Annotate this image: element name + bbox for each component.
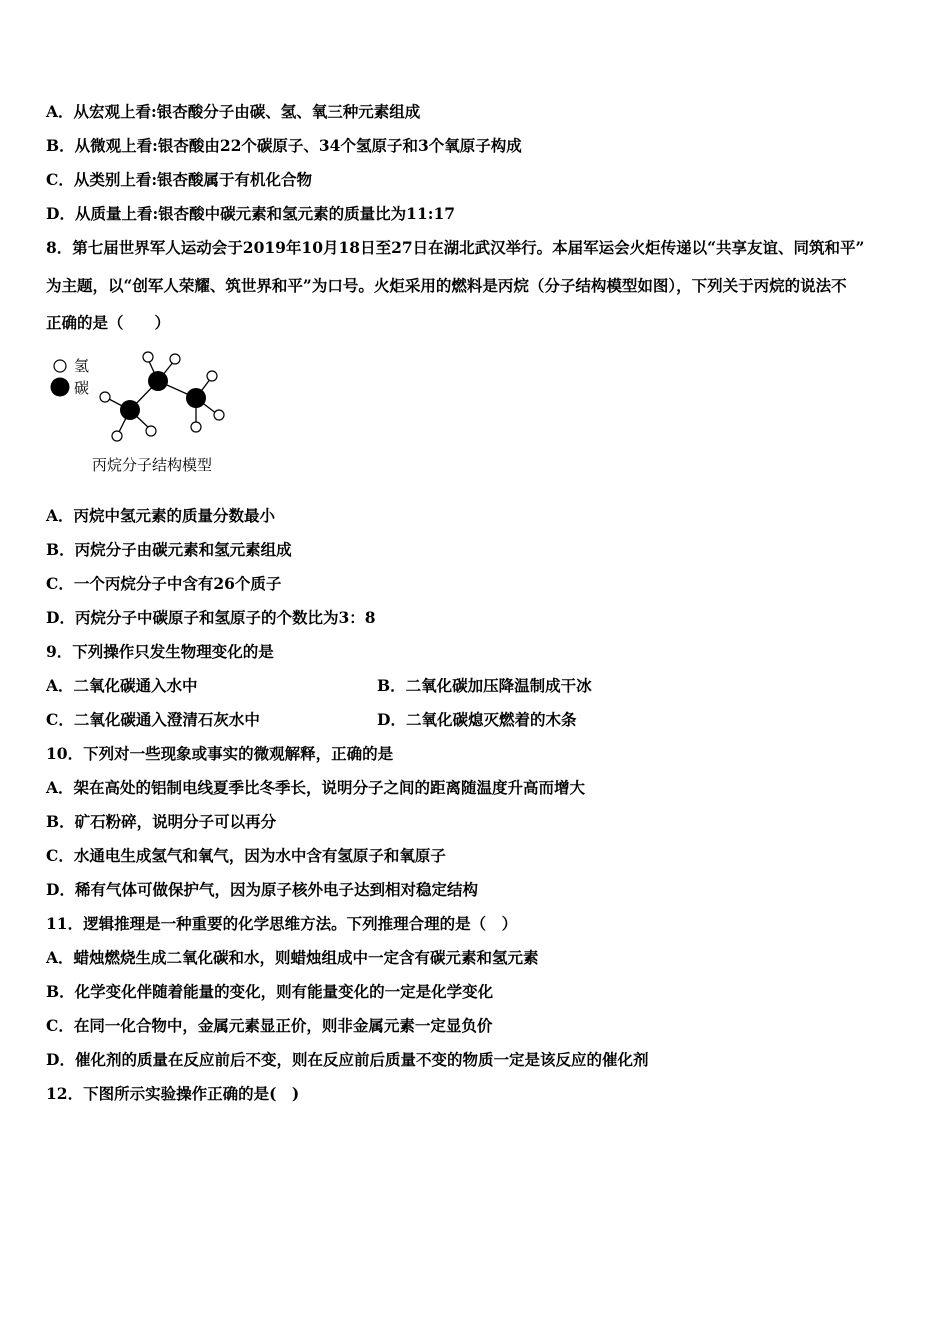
hydrogen-atom	[112, 431, 122, 441]
q9-option-c: C．二氧化碳通入澄清石灰水中	[46, 710, 260, 729]
q11-stem: 11．逻辑推理是一种重要的化学思维方法。下列推理合理的是（ ）	[46, 914, 518, 933]
hydrogen-atom	[100, 392, 110, 402]
propane-model-figure	[44, 346, 254, 481]
q11-option-c: C．在同一化合物中，金属元素显正价，则非金属元素一定显负价	[46, 1016, 493, 1035]
q8-option-a: A．丙烷中氢元素的质量分数最小	[46, 506, 276, 525]
q7-option-c: C．从类别上看:银杏酸属于有机化合物	[46, 170, 313, 189]
q11-option-b: B．化学变化伴随着能量的变化，则有能量变化的一定是化学变化	[46, 982, 494, 1001]
q11-option-d: D．催化剂的质量在反应前后不变，则在反应前后质量不变的物质一定是该反应的催化剂	[46, 1050, 649, 1069]
q10-option-d: D．稀有气体可做保护气，因为原子核外电子达到相对稳定结构	[46, 880, 478, 899]
q12-stem: 12．下图所示实验操作正确的是( )	[46, 1084, 300, 1103]
q9-option-a: A．二氧化碳通入水中	[46, 676, 198, 695]
hydrogen-atom	[207, 371, 217, 381]
q9-option-b: B．二氧化碳加压降温制成干冰	[377, 676, 592, 695]
q9-option-d: D．二氧化碳熄灭燃着的木条	[377, 710, 577, 729]
carbon-atom	[120, 400, 140, 420]
legend-hydrogen-marker	[54, 360, 66, 372]
hydrogen-atom	[146, 426, 156, 436]
q10-stem: 10．下列对一些现象或事实的微观解释，正确的是	[46, 744, 394, 763]
carbon-atom	[148, 371, 168, 391]
q7-option-b: B．从微观上看:银杏酸由22个碳原子、34个氢原子和3个氧原子构成	[46, 136, 522, 155]
q7-option-a: A．从宏观上看:银杏酸分子由碳、氢、氧三种元素组成	[46, 102, 421, 121]
q8-stem-line2: 为主题，以“创军人荣耀、筑世界和平”为口号。火炬采用的燃料是丙烷（分子结构模型如图），下列关于丙烷的说法不	[46, 276, 847, 295]
q8-option-d: D．丙烷分子中碳原子和氢原子的个数比为3：8	[46, 608, 376, 627]
q11-option-a: A．蜡烛燃烧生成二氧化碳和水，则蜡烛组成中一定含有碳元素和氢元素	[46, 948, 539, 967]
hydrogen-atom	[191, 422, 201, 432]
legend-carbon-marker	[51, 378, 70, 397]
q8-option-c: C．一个丙烷分子中含有26个质子	[46, 574, 282, 593]
q8-stem-line1: 8．第七届世界军人运动会于2019年10月18日至27日在湖北武汉举行。本届军运会火炬传递以“共享友谊、同筑和平”	[46, 238, 865, 257]
figure-caption: 丙烷分子结构模型	[92, 456, 213, 474]
q10-option-b: B．矿石粉碎，说明分子可以再分	[46, 812, 277, 831]
q10-option-c: C．水通电生成氢气和氧气，因为水中含有氢原子和氧原子	[46, 846, 446, 865]
hydrogen-atom	[143, 352, 153, 362]
carbon-atom	[186, 388, 206, 408]
q10-option-a: A．架在高处的铝制电线夏季比冬季长，说明分子之间的距离随温度升高而增大	[46, 778, 586, 797]
legend-hydrogen-label: 氢	[74, 357, 90, 375]
legend-carbon-label: 碳	[74, 379, 90, 397]
hydrogen-atom	[214, 410, 224, 420]
q8-option-b: B．丙烷分子由碳元素和氢元素组成	[46, 540, 292, 559]
q8-stem-line3: 正确的是（ ）	[46, 313, 171, 332]
q7-option-d: D．从质量上看:银杏酸中碳元素和氢元素的质量比为11:17	[46, 204, 456, 223]
q9-stem: 9．下列操作只发生物理变化的是	[46, 642, 274, 661]
hydrogen-atom	[170, 354, 180, 364]
